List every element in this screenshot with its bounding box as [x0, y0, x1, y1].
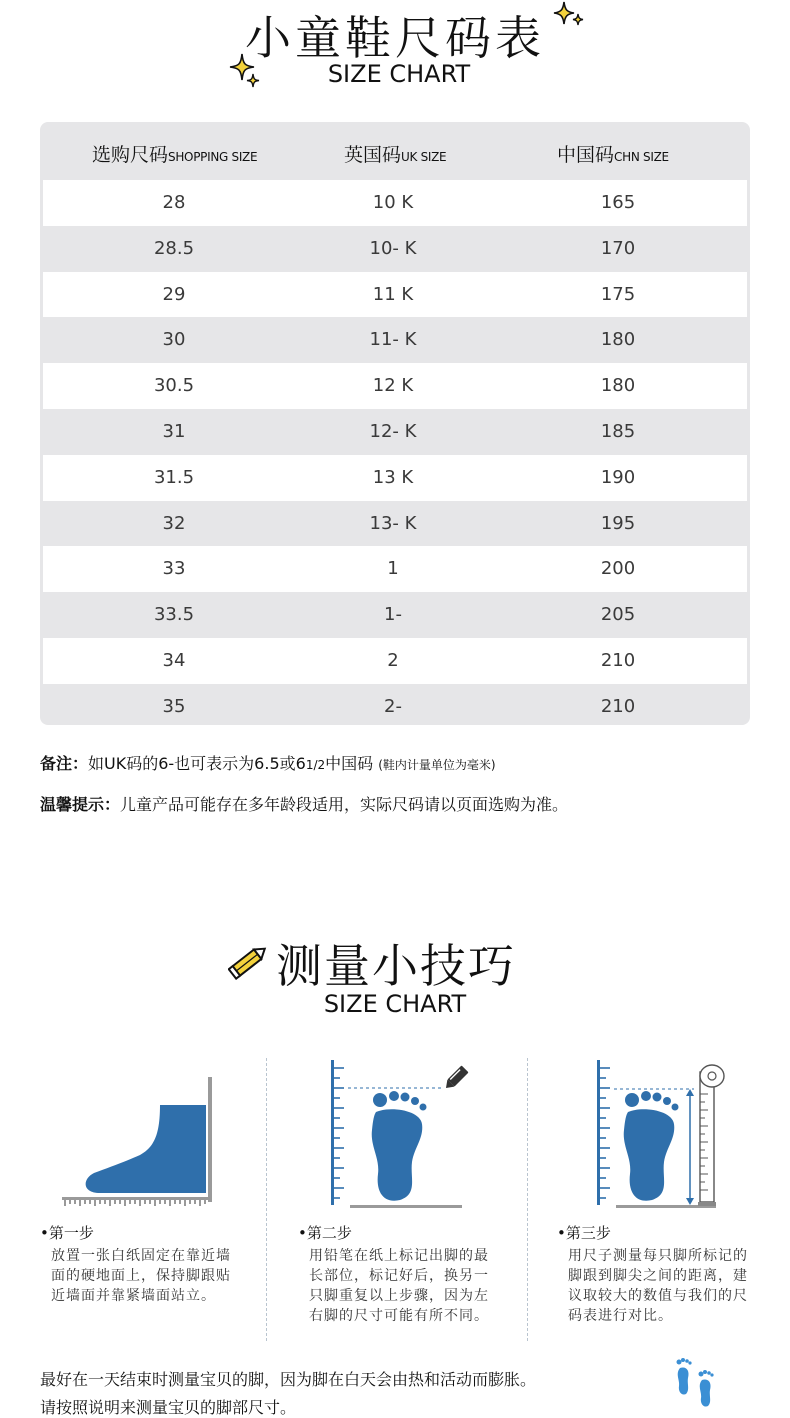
uk-size-cell: 13- K [369, 512, 417, 534]
column-header-uk-size: 英国码UK SIZE [344, 144, 447, 166]
table-row [43, 501, 747, 547]
step2-illustration [330, 1058, 475, 1210]
uk-size-cell: 10 K [372, 192, 414, 213]
warm-tip-note: 温馨提示：儿童产品可能存在多年龄段适用，实际尺码请以页面选购为准。 [40, 795, 569, 814]
size-table [40, 122, 750, 725]
uk-size-cell: 1- [384, 604, 402, 626]
shopping-size-cell: 28.5 [153, 237, 195, 259]
chn-size-cell: 180 [600, 375, 636, 397]
shopping-size-cell: 34 [162, 650, 186, 671]
shopping-size-cell: 31 [162, 421, 186, 442]
shopping-size-cell: 32 [162, 512, 186, 534]
step2-head: •第二步 [298, 1224, 352, 1242]
chn-size-cell: 165 [600, 192, 636, 213]
sparkle-icon [228, 52, 264, 92]
chn-size-cell: 200 [600, 558, 636, 580]
pencil-icon [228, 942, 270, 980]
uk-size-cell: 2- [384, 695, 402, 717]
column-header-shopping-size: 选购尺码SHOPPING SIZE [92, 144, 258, 166]
chn-size-cell: 210 [600, 650, 636, 671]
chn-size-cell: 170 [600, 237, 636, 259]
uk-size-cell: 11- K [369, 329, 417, 351]
uk-size-cell: 13 K [372, 466, 414, 488]
footer-line-2: 请按照说明来测量宝贝的脚部尺寸。 [40, 1398, 297, 1417]
step1-head: •第一步 [40, 1224, 94, 1242]
table-row [43, 409, 747, 455]
step3-illustration [596, 1058, 731, 1210]
step1-text: 放置一张白纸固定在靠近墙面的硬地面上，保持脚跟贴近墙面并靠紧墙面站立。 [51, 1248, 231, 1304]
shopping-size-cell: 29 [162, 283, 186, 305]
step2-text: 用铅笔在纸上标记出脚的最长部位，标记好后，换另一只脚重复以上步骤，因为左右脚的尺寸可能有所不同。 [309, 1248, 489, 1324]
shopping-size-cell: 33.5 [153, 604, 195, 626]
table-row [43, 180, 747, 226]
step-divider [527, 1058, 528, 1341]
shopping-size-cell: 28 [162, 192, 186, 213]
step3-head: •第三步 [557, 1224, 611, 1242]
ruler-icon [698, 1065, 724, 1206]
uk-size-cell: 11 K [372, 283, 414, 305]
step3-text: 用尺子测量每只脚所标记的脚跟到脚尖之间的距离，建议取较大的数值与我们的尺码表进行对比。 [568, 1248, 748, 1324]
table-row [43, 226, 747, 272]
shopping-size-cell: 30 [162, 329, 186, 351]
uk-size-cell: 12- K [369, 421, 417, 442]
table-row [43, 592, 747, 638]
shopping-size-cell: 33 [162, 558, 186, 580]
sparkle-icon [552, 0, 586, 32]
table-row [43, 317, 747, 363]
uk-size-cell: 1 [387, 558, 399, 580]
chn-size-cell: 210 [600, 695, 636, 717]
table-header [40, 122, 750, 180]
chn-size-cell: 175 [600, 283, 636, 305]
shopping-size-cell: 30.5 [153, 375, 195, 397]
uk-size-cell: 12 K [372, 375, 414, 397]
page-title: 小童鞋尺码表 [245, 11, 545, 65]
chn-size-cell: 190 [600, 466, 636, 488]
step1-illustration [60, 1075, 220, 1210]
shopping-size-cell: 35 [162, 695, 186, 717]
tips-subtitle: SIZE CHART [323, 990, 467, 1018]
tips-title: 测量小技巧 [276, 939, 516, 993]
table-row [43, 638, 747, 684]
chn-size-cell: 180 [600, 329, 636, 351]
table-row [43, 684, 747, 730]
footer-line-1: 最好在一天结束时测量宝贝的脚，因为脚在白天会由热和活动而膨胀。 [40, 1370, 537, 1389]
uk-size-cell: 2 [387, 650, 399, 671]
chn-size-cell: 185 [600, 421, 636, 442]
pencil-icon [442, 1065, 468, 1091]
column-header-chn-size: 中国码CHN SIZE [557, 144, 669, 166]
step-divider [266, 1058, 267, 1341]
table-row [43, 363, 747, 409]
page-subtitle: SIZE CHART [327, 60, 471, 88]
chn-size-cell: 205 [600, 604, 636, 626]
uk-size-cell: 10- K [369, 237, 417, 259]
table-row [43, 272, 747, 318]
chn-size-cell: 195 [600, 512, 636, 534]
table-row [43, 546, 747, 592]
table-row [43, 455, 747, 501]
shopping-size-cell: 31.5 [153, 466, 195, 488]
remark-note: 备注：如UK码的6-也可表示为6.5或61/2中国码 (鞋内计量单位为毫米) [40, 754, 496, 773]
footprints-icon [672, 1356, 724, 1412]
